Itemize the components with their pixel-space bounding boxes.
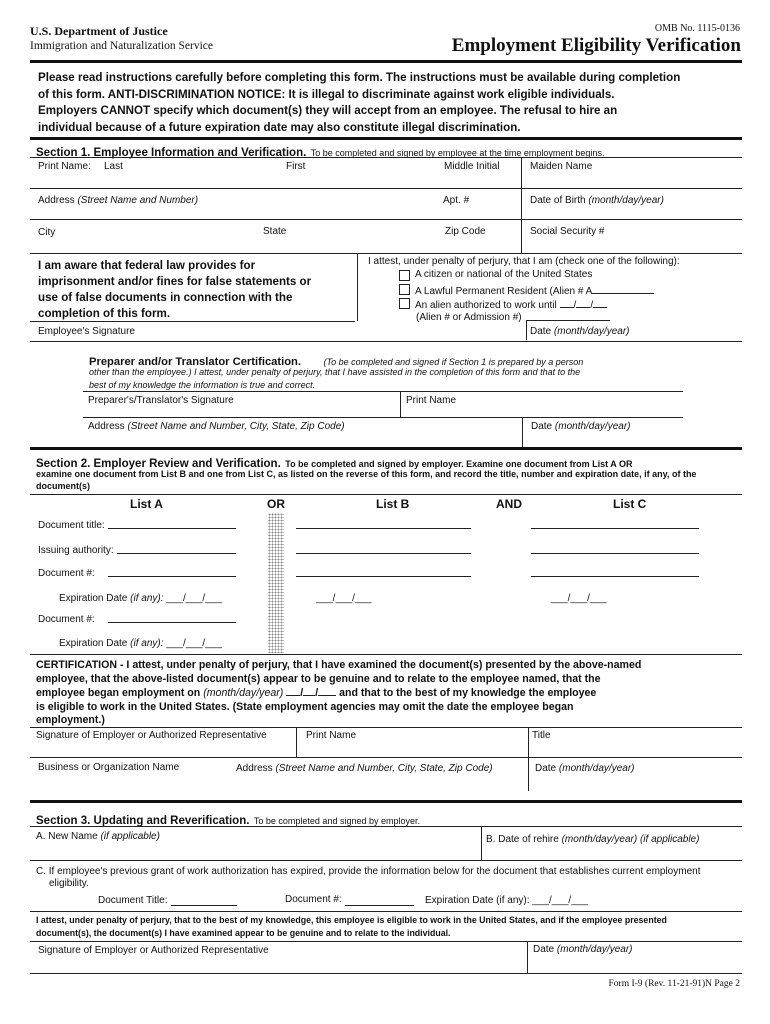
aware-line: I am aware that federal law provides for [38,259,256,272]
rule [30,826,742,827]
rule [30,800,742,803]
cert-date-hint: (month/day/year) [203,687,284,700]
divider [522,417,523,447]
print-name-label: Print Name: [38,161,91,172]
date-blank[interactable] [286,686,300,696]
divider [296,727,297,757]
rule [30,447,742,450]
address-hint: (Street Name and Number) [77,195,199,206]
list-a-expiration-input[interactable]: ___/___/___ [166,593,222,604]
list-c-doc-number-input[interactable] [531,576,699,577]
rule [30,321,355,322]
preparer-line2: other than the employee.) I attest, under penalty of perjury, that I have assisted in the completion of this form and that to the [89,367,581,377]
alien-number-blank[interactable] [592,284,654,294]
rule [30,757,742,758]
list-b-doc-number-input[interactable] [296,576,471,577]
address-hint: (Street Name and Number, City, State, Zip Code) [275,763,493,774]
divider [521,219,522,253]
rule [30,219,742,220]
list-a-doc-number2-input[interactable] [108,622,236,623]
section1-heading: Section 1. Employee Information and Verification. [36,147,307,159]
section1-subheading: To be completed and signed by employee at the time employment begins. [310,148,605,158]
alien-admission-label: (Alien # or Admission #) [416,312,522,323]
rule [30,157,742,158]
exp-label: Expiration Date (if any): [425,895,530,906]
date-blank[interactable] [560,298,574,308]
preparer-signature-label[interactable]: Preparer's/Translator's Signature [88,395,234,406]
aware-statement [38,258,311,322]
cert-line: employee, that the above-listed document(s) appear to be genuine and to relate to the employee named, that the [36,672,601,685]
s3-attest-line1: I attest, under penalty of perjury, that to the best of my knowledge, this employee is eligible to work in the United States, and if the employee presented [36,915,667,925]
employer-date-field[interactable] [535,763,635,774]
s3-date-field[interactable] [533,944,633,955]
cert-line: employment.) [36,714,105,727]
middle-initial-label[interactable]: Middle Initial [444,161,500,172]
header-rule [30,60,742,63]
attest-text: I attest, under penalty of perjury, that I am (check one of the following): [368,256,680,267]
dob-field[interactable] [530,195,664,206]
cert-text: and that to the best of my knowledge the employee [339,687,597,700]
cert-line: CERTIFICATION - I attest, under penalty of perjury, that I have examined the document(s) presented by the above-named [36,659,642,671]
section1-header [36,143,604,161]
s3-attest-line2: document(s), the document(s) I have examined appear to be genuine and to relate to the individual. [36,928,451,938]
divider [400,391,401,417]
separator-column [268,513,284,653]
list-b-doc-title-input[interactable] [296,528,471,529]
employer-signature-label[interactable]: Signature of Employer or Authorized Representative [36,730,267,741]
s3-expiration-label [425,895,588,906]
date-label: Date [533,944,555,955]
dob-label: Date of Birth [530,195,586,206]
rule [30,860,742,861]
list-a-doc-title-label: Document title: [38,520,105,531]
preparer-print-name-label[interactable]: Print Name [406,395,457,406]
rule [30,341,742,342]
list-b-issuing-input[interactable] [296,553,471,554]
alien-admission-field[interactable] [416,312,522,323]
intro-line: Employers CANNOT specify which document(s) they will accept from an employee. The refusal to hire an [38,104,618,117]
exp-label: Expiration Date [59,593,128,604]
date-hint: (month/day/year) [556,944,633,955]
rehire-field[interactable] [486,834,699,845]
divider [357,253,358,321]
s3-doc-title-label: Document Title: [98,895,168,906]
alien-checkbox[interactable] [399,298,410,309]
section2-line2: examine one document from List B and one from List C, as listed on the reverse of this form, and record the title, number and expiration date, if any, of the [36,469,697,479]
date-hint: (month/day/year) [553,326,630,337]
s3-doc-number-label: Document #: [285,894,342,905]
resident-label [415,284,654,297]
employer-print-name-label[interactable]: Print Name [306,730,357,741]
list-c-issuing-input[interactable] [531,553,699,554]
preparer-line3: best of my knowledge the information is true and correct. [89,380,316,390]
aware-line: completion of this form. [38,307,171,320]
date-hint: (month/day/year) [558,763,635,774]
cert-text: employee began employment on [36,687,201,700]
zip-label[interactable]: Zip Code [445,226,486,237]
maiden-name-label[interactable]: Maiden Name [530,161,593,172]
divider [528,727,529,757]
rule [30,188,742,189]
list-a-expiration-label [59,593,222,604]
service-name: Immigration and Naturalization Service [30,40,213,52]
section2-line3: document(s) [36,481,90,491]
if-any-hint: (if any): [130,638,164,649]
alien-text: An alien authorized to work until [415,300,557,311]
address-hint: (Street Name and Number, City, State, Zip Code) [127,421,345,432]
preparer-line1: (To be completed and signed if Section 1 is prepared by a person [323,357,584,367]
employer-title-label[interactable]: Title [532,730,551,741]
agency-name: U.S. Department of Justice [30,24,168,38]
address-label: Address [38,195,75,206]
preparer-heading: Preparer and/or Translator Certification. [89,356,301,368]
list-a-doc-number2-label: Document #: [38,614,95,625]
dob-hint: (month/day/year) [588,195,664,206]
apt-label[interactable]: Apt. # [443,195,470,206]
resident-checkbox[interactable] [399,284,410,295]
rehire-hint: (month/day/year) (if applicable) [561,834,700,845]
business-name-label[interactable]: Business or Organization Name [38,762,180,773]
date-blank[interactable] [318,686,336,696]
certification-text [36,659,641,728]
rule [30,973,742,974]
resident-text: A Lawful Permanent Resident (Alien # A [415,286,593,297]
date-blank[interactable] [593,298,607,308]
if-any-hint: (if any): [130,593,164,604]
intro-rule [30,137,742,140]
address-label: Address [236,763,273,774]
aware-line: use of false documents in connection with the [38,291,293,304]
list-b-heading: List B [376,497,410,511]
rule [30,494,742,495]
date-label: Date [531,421,553,432]
list-a-issuing-input[interactable] [117,553,236,554]
section2-heading: Section 2. Employer Review and Verification. [36,458,281,470]
intro-line: Please read instructions carefully before completing this form. The instructions must be available during completion [38,71,681,84]
list-c-expiration-input[interactable]: ___/___/___ [551,593,607,604]
s3-expiration-input[interactable]: ___/___/___ [532,895,588,906]
divider [527,941,528,973]
citizen-label: A citizen or national of the United States [415,269,593,280]
rule [30,727,742,728]
divider [481,826,482,860]
list-a-doc-number-label: Document #: [38,568,95,579]
rule [83,391,683,392]
alien-label: An alien authorized to work until / / [415,298,607,311]
intro-line: of this form. ANTI-DISCRIMINATION NOTICE: It is illegal to discriminate against work eligible individuals. [38,87,615,101]
section3-c-line2: eligibility. [49,878,89,889]
rule [30,253,742,254]
new-name-label: A. New Name [36,831,98,842]
admission-blank[interactable] [526,320,610,321]
list-a-doc-number-input[interactable] [108,576,236,577]
rule [30,941,742,942]
omb-number: OMB No. 1115-0136 [654,23,740,34]
s3-signature-label[interactable]: Signature of Employer or Authorized Representative [38,945,269,956]
form-title: Employment Eligibility Verification [451,35,741,56]
exp-label: Expiration Date [59,638,128,649]
s3-doc-number-input[interactable] [345,905,414,906]
preparer-address-field[interactable] [88,421,345,432]
first-name-label[interactable]: First [286,161,306,172]
citizen-checkbox[interactable] [399,270,410,281]
rehire-label: B. Date of rehire [486,834,559,845]
city-label[interactable]: City [38,227,56,238]
rule [83,417,683,418]
date-label: Date [530,326,552,337]
section3-heading: Section 3. Updating and Reverification. [36,815,250,827]
section3-c-line1: C. If employee's previous grant of work authorization has expired, provide the information below for the document that establishes current employment [36,866,701,877]
last-name-label[interactable]: Last [104,161,123,172]
cert-line: employee began employment on (month/day/year) / / and that to the best of my knowledge the employee [36,687,597,700]
employee-date-field[interactable] [530,326,630,337]
form-footer: Form I-9 (Rev. 11-21-91)N Page 2 [608,979,740,989]
list-a-issuing-label: Issuing authority: [38,545,114,556]
divider [528,757,529,791]
section2-line1: To be completed and signed by employer. Examine one document from List A OR [285,459,633,469]
section3-subheading: To be completed and signed by employer. [253,816,420,826]
list-a-expiration2-input[interactable]: ___/___/___ [166,638,222,649]
and-label: AND [496,497,522,511]
employer-address-field[interactable] [236,763,493,774]
aware-line: imprisonment and/or fines for false statements or [38,275,312,288]
date-blank[interactable] [303,686,315,696]
employee-signature-label[interactable]: Employee's Signature [38,326,135,337]
new-name-hint: (if applicable) [100,831,160,842]
intro-text [38,70,680,136]
divider [526,321,527,340]
rule [30,654,742,655]
preparer-date-field[interactable] [531,421,631,432]
s3-doc-title-input[interactable] [171,905,237,906]
list-b-expiration-input[interactable]: ___/___/___ [316,593,372,604]
list-a-doc-title-input[interactable] [108,528,236,529]
ssn-label[interactable]: Social Security # [530,226,605,237]
date-hint: (month/day/year) [554,421,631,432]
list-c-doc-title-input[interactable] [531,528,699,529]
date-blank[interactable] [576,298,590,308]
intro-line: individual because of a future expiration date may also constitute illegal discrimination. [38,120,521,134]
date-label: Date [535,763,557,774]
list-c-heading: List C [613,497,647,511]
rule [30,911,742,912]
cert-line: is eligible to work in the United States. (State employment agencies may omit the date the employee began [36,700,574,713]
or-label: OR [267,497,285,511]
new-name-field[interactable] [36,831,160,842]
list-a-heading: List A [130,497,163,511]
address-field[interactable] [38,195,198,206]
address-label: Address [88,421,125,432]
state-label[interactable]: State [263,226,287,237]
list-a-expiration2-label [59,638,222,649]
